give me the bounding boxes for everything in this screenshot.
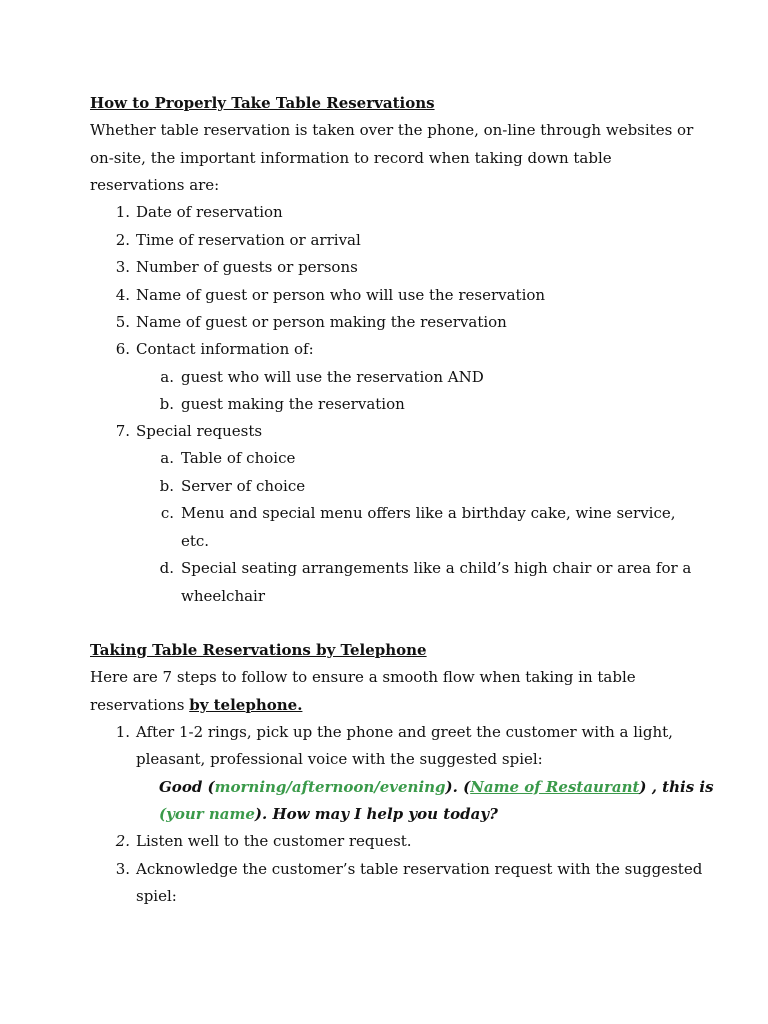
intro-line-2: on-site, the important information to record when taking down table [90,149,612,167]
greeting-spiel-line-2 [159,804,498,824]
list-number: 4. [115,286,130,304]
intro-line-3: reservations are: [90,176,220,194]
telephone-emphasis: by telephone. [189,696,303,714]
spiel-text: ). ( [445,778,471,796]
sublist-item: Server of choice [181,477,306,495]
sublist-letter: a. [160,368,174,386]
sublist-item: Special seating arrangements like a child’s high chair or area for a [181,559,692,577]
sublist-letter: a. [160,449,174,467]
sublist-letter: d. [159,559,174,577]
spiel-time-options: morning/afternoon/evening [214,778,446,796]
sublist-item-continuation: etc. [181,532,210,550]
sublist-item: guest who will use the reservation AND [181,368,484,386]
spiel-your-name: your name [166,805,255,823]
list-number: 1. [115,723,130,741]
sublist-letter: c. [160,504,174,522]
sublist-item: guest making the reservation [181,395,405,413]
greeting-spiel-line-1 [159,777,714,797]
telephone-intro-line-1: Here are 7 steps to follow to ensure a smooth flow when taking in table [90,668,636,686]
sublist-item: Menu and special menu offers like a birthday cake, wine service, [181,504,676,522]
intro-line-1: Whether table reservation is taken over the phone, on-line through websites or [90,121,694,139]
list-item: Name of guest or person who will use the reservation [136,286,546,304]
spiel-text: Good ( [159,778,215,796]
sublist-item: Table of choice [181,449,296,467]
list-item: Number of guests or persons [136,258,358,276]
list-item: Date of reservation [136,203,283,221]
list-number: 5. [115,313,130,331]
section-heading-telephone: Taking Table Reservations by Telephone [90,641,427,659]
list-number: 1. [115,203,130,221]
list-number: 6. [115,340,130,358]
step-1-line-1: After 1-2 rings, pick up the phone and greet the customer with a light, [136,723,673,741]
step-3-line-2: spiel: [136,887,177,905]
sublist-letter: b. [159,477,174,495]
spiel-restaurant-name: Name of Restaurant [470,778,640,796]
telephone-intro-prefix: reservations [90,696,190,714]
list-number: 3. [115,258,130,276]
spiel-text: ) , this is [639,778,714,796]
section-heading-reservations: How to Properly Take Table Reservations [90,94,435,112]
step-1-line-2: pleasant, professional voice with the suggested spiel: [136,750,543,768]
spiel-text: ). How may I help you today? [254,805,498,823]
list-item: Time of reservation or arrival [136,231,361,249]
list-number: 3. [115,860,130,878]
sublist-letter: b. [159,395,174,413]
list-number: 2. [115,832,130,850]
list-number: 7. [115,422,130,440]
list-item: Special requests [136,422,263,440]
list-number: 2. [115,231,130,249]
telephone-intro-line-2 [90,695,302,715]
step-2: Listen well to the customer request. [136,832,412,850]
spiel-paren: ( [159,805,167,823]
sublist-item-continuation: wheelchair [181,587,266,605]
list-item: Name of guest or person making the reservation [136,313,507,331]
list-item: Contact information of: [136,340,314,358]
step-3-line-1: Acknowledge the customer’s table reservation request with the suggested [136,860,703,878]
